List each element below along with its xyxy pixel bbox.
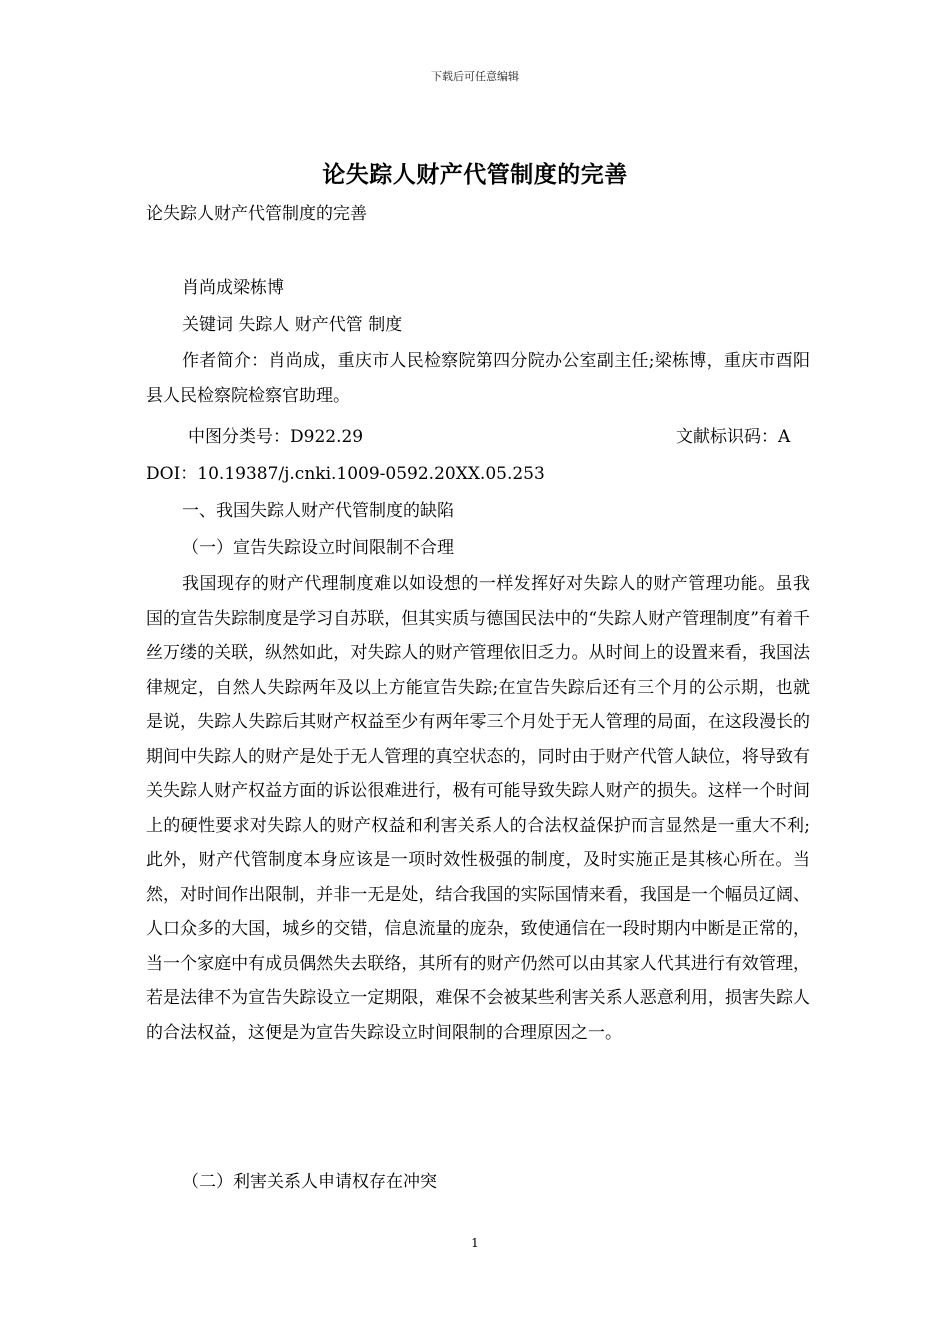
body-paragraph-1: 我国现存的财产代理制度难以如设想的一样发挥好对失踪人的财产管理功能。虽我国的宣告失踪制度是学习自苏联，但其实质与德国民法中的“失踪人财产管理制度”有着千丝万缕的关联，纵然如此，对失踪人的财产管理依旧乏力。从时间上的设置来看，我国法律规定，自然人失踪两年及以上方能宣告失踪;在宣告失踪后还有三个月的公示期，也就是说，失踪人失踪后其财产权益至少有两年零三个月处于无人管理的局面，在这段漫长的期间中失踪人的财产是处于无人管理的真空状态的，同时由于财产代管人缺位，将导致有关失踪人财产权益方面的诉讼很难进行，极有可能导致失踪人财产的损失。这样一个时间上的硬性要求对失踪人的财产权益和利害关系人的合法权益保护而言显然是一重大不利;此外，财产代管制度本身应该是一项时效性极强的制度，及时实施正是其核心所在。当然，对时间作出限制，并非一无是处，结合我国的实际国情来看，我国是一个幅员辽阔、人口众多的大国，城乡的交错，信息流量的庞杂，致使通信在一段时期内中断是正常的，当一个家庭中有成员偶然失去联络，其所有的财产仍然可以由其家人代其进行有效管理，若是法律不为宣告失踪设立一定期限，难保不会被某些利害关系人恶意利用，损害失踪人的合法权益，这便是为宣告失踪设立时间限制的合理原因之一。	[146, 574, 810, 1043]
document-code: 文献标识码：A	[676, 427, 791, 447]
authors: 肖尚成梁栋博	[182, 278, 284, 298]
author-intro: 作者简介：肖尚成，重庆市人民检察院第四分院办公室副主任;梁栋博，重庆市酉阳县人民检察院检察官助理。	[146, 351, 810, 406]
subsection-heading-2: （二）利害关系人申请权存在冲突	[182, 1172, 437, 1192]
classification-clc: 中图分类号：D922.29	[188, 427, 364, 447]
keywords: 关键词 失踪人 财产代管 制度	[182, 315, 403, 335]
page-number: 1	[471, 1236, 479, 1250]
subsection-heading-1: （一）宣告失踪设立时间限制不合理	[182, 538, 454, 558]
section-heading-1: 一、我国失踪人财产代管制度的缺陷	[182, 501, 454, 521]
document-subtitle: 论失踪人财产代管制度的完善	[146, 204, 367, 224]
doi: DOI：10.19387/j.cnki.1009-0592.20XX.05.253	[146, 464, 545, 484]
header-note: 下载后可任意编辑	[431, 70, 519, 83]
document-title: 论失踪人财产代管制度的完善	[322, 161, 628, 188]
